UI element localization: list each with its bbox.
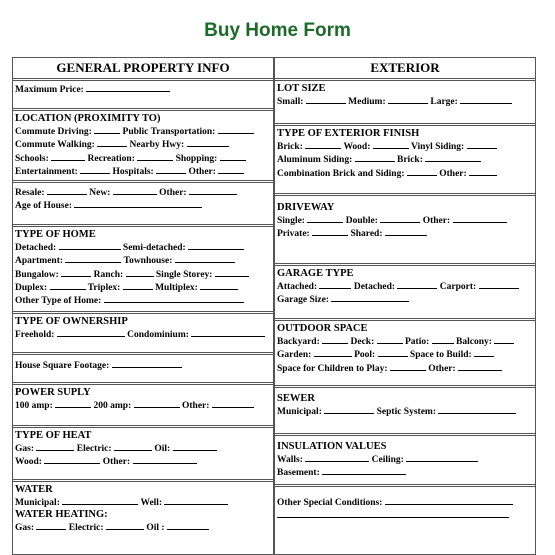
- duplex-field[interactable]: [50, 281, 86, 290]
- wh-oil-field[interactable]: [167, 521, 209, 530]
- heat-wood-field[interactable]: [44, 455, 100, 464]
- duplex-label: Duplex:: [15, 282, 48, 293]
- apartment-field[interactable]: [65, 254, 121, 263]
- nearby-hwy-label: Nearby Hwy:: [129, 140, 185, 151]
- water-heading: WATER: [15, 484, 53, 495]
- new-field[interactable]: [113, 186, 157, 195]
- balcony-label: Balcony:: [456, 337, 492, 347]
- freehold-label: Freehold:: [15, 330, 55, 340]
- driveway-single-field[interactable]: [307, 214, 343, 223]
- exterior-finish-heading: TYPE OF EXTERIOR FINISH: [277, 128, 420, 139]
- sewer-section: [275, 388, 535, 436]
- garage-heading: GARAGE TYPE: [277, 268, 354, 279]
- driveway-private-field[interactable]: [312, 227, 348, 236]
- heat-electric-field[interactable]: [114, 442, 152, 451]
- max-price-section: [13, 81, 273, 111]
- lot-small-label: Small:: [277, 97, 304, 107]
- detached-label: Detached:: [15, 243, 57, 253]
- detached-field[interactable]: [59, 241, 121, 250]
- finish-brick-field[interactable]: [305, 140, 341, 149]
- insulation-heading: INSULATION VALUES: [277, 441, 387, 452]
- sewer-heading: SEWER: [277, 393, 315, 404]
- special-conditions-field-2[interactable]: [277, 509, 509, 518]
- max-price-label: Maximum Price:: [15, 85, 84, 95]
- apartment-label: Apartment:: [15, 256, 64, 267]
- commute-driving-field[interactable]: [94, 125, 120, 134]
- garage-detached-field[interactable]: [397, 280, 437, 289]
- walls-label: Walls:: [277, 455, 303, 465]
- amp100-label: 100 amp:: [15, 401, 53, 411]
- public-transport-field[interactable]: [218, 125, 254, 134]
- wh-electric-label: Electric:: [68, 523, 104, 534]
- exterior-panel: [274, 57, 536, 555]
- finish-wood-label: Wood:: [343, 142, 371, 152]
- heat-wood-label: Wood:: [15, 457, 42, 468]
- exterior-header: EXTERIOR: [275, 58, 535, 81]
- outdoor-other-field[interactable]: [458, 362, 502, 371]
- condominium-field[interactable]: [191, 328, 265, 337]
- garage-attached-field[interactable]: [319, 280, 351, 289]
- lot-small-field[interactable]: [306, 95, 346, 104]
- location-section: [13, 111, 273, 183]
- driveway-private-label: Private:: [277, 229, 310, 240]
- semi-detached-field[interactable]: [188, 241, 244, 250]
- home-type-heading: TYPE OF HOME: [15, 229, 96, 240]
- sqft-label: House Square Footage:: [15, 361, 110, 371]
- outdoor-other-label: Other:: [428, 363, 456, 374]
- other-home-type-label: Other Type of Home:: [15, 296, 102, 307]
- walls-field[interactable]: [305, 453, 369, 462]
- driveway-other-label: Other:: [422, 216, 451, 226]
- combo-field[interactable]: [407, 167, 437, 176]
- resale-other-field[interactable]: [189, 186, 237, 195]
- carport-field[interactable]: [479, 280, 519, 289]
- resale-other-label: Other:: [159, 188, 187, 198]
- heat-other-field[interactable]: [133, 455, 197, 464]
- outdoor-heading: OUTDOOR SPACE: [277, 323, 368, 334]
- driveway-heading: DRIVEWAY: [277, 202, 335, 213]
- lot-size-heading: LOT SIZE: [277, 83, 326, 94]
- entertainment-field[interactable]: [80, 165, 110, 174]
- space-children-label: Space for Children to Play:: [277, 363, 388, 374]
- aluminum-siding-field[interactable]: [355, 153, 395, 162]
- commute-walking-label: Commute Walking:: [15, 140, 95, 151]
- exterior-finish-section: [275, 126, 535, 196]
- heat-gas-label: Gas:: [15, 444, 34, 454]
- freehold-field[interactable]: [57, 328, 125, 337]
- garage-attached-label: Attached:: [277, 282, 318, 292]
- driveway-single-label: Single:: [277, 216, 305, 226]
- power-other-label: Other:: [182, 401, 210, 411]
- form-title: Buy Home Form: [204, 20, 351, 41]
- shopping-label: Shopping:: [175, 153, 218, 164]
- sqft-field[interactable]: [112, 359, 182, 368]
- amp200-label: 200 amp:: [93, 401, 132, 411]
- general-property-panel: [12, 57, 274, 555]
- garden-label: Garden:: [277, 350, 312, 361]
- ownership-section: [13, 314, 273, 355]
- commute-driving-label: Commute Driving:: [15, 127, 92, 137]
- schools-label: Schools:: [15, 153, 49, 164]
- lot-large-label: Large:: [430, 97, 458, 107]
- water-well-field[interactable]: [164, 496, 228, 505]
- ranch-field[interactable]: [126, 268, 154, 277]
- amp200-field[interactable]: [134, 399, 180, 408]
- townhouse-field[interactable]: [175, 254, 235, 263]
- vinyl-siding-label: Vinyl Siding:: [410, 142, 465, 152]
- home-type-section: [13, 227, 273, 314]
- new-label: New:: [89, 188, 111, 198]
- sewer-municipal-label: Municipal:: [277, 407, 322, 417]
- backyard-field[interactable]: [322, 335, 348, 344]
- aluminum-siding-label: Aluminum Siding:: [277, 155, 353, 166]
- garden-field[interactable]: [314, 348, 352, 357]
- outdoor-section: [275, 321, 535, 388]
- lot-medium-field[interactable]: [388, 95, 428, 104]
- power-other-field[interactable]: [212, 399, 254, 408]
- special-conditions-field[interactable]: [385, 496, 513, 505]
- entertainment-label: Entertainment:: [15, 166, 78, 177]
- driveway-double-field[interactable]: [380, 214, 420, 223]
- ranch-label: Ranch:: [93, 269, 124, 280]
- water-well-label: Well:: [140, 498, 163, 508]
- power-heading: POWER SUPLY: [15, 387, 91, 398]
- finish-brick2-label: Brick:: [397, 155, 423, 166]
- driveway-section: [275, 196, 535, 266]
- driveway-double-label: Double:: [345, 216, 378, 226]
- commute-walking-field[interactable]: [97, 138, 127, 147]
- heat-gas-field[interactable]: [36, 442, 74, 451]
- age-label: Age of House:: [15, 201, 72, 212]
- multiplex-field[interactable]: [200, 281, 238, 290]
- combo-label: Combination Brick and Siding:: [277, 168, 405, 179]
- garage-size-label: Garage Size:: [277, 295, 329, 306]
- triplex-label: Triplex:: [87, 282, 121, 293]
- special-conditions-section: [275, 487, 535, 547]
- triplex-field[interactable]: [123, 281, 153, 290]
- resale-label: Resale:: [15, 188, 45, 198]
- recreation-field[interactable]: [137, 152, 173, 161]
- patio-field[interactable]: [432, 335, 454, 344]
- lot-size-section: [275, 81, 535, 126]
- finish-brick2-field[interactable]: [425, 153, 481, 162]
- patio-label: Patio:: [405, 337, 430, 347]
- sewer-municipal-field[interactable]: [324, 405, 374, 414]
- heat-section: [13, 428, 273, 482]
- finish-wood-field[interactable]: [373, 140, 409, 149]
- bungalow-label: Bungalow:: [15, 269, 59, 280]
- space-build-label: Space to Build:: [409, 350, 472, 361]
- heat-oil-label: Oil:: [154, 444, 171, 454]
- single-storey-field[interactable]: [215, 268, 249, 277]
- insulation-section: [275, 436, 535, 487]
- driveway-shared-field[interactable]: [385, 227, 427, 236]
- septic-label: Septic System:: [376, 407, 436, 417]
- lot-large-field[interactable]: [460, 95, 512, 104]
- townhouse-label: Townhouse:: [123, 256, 173, 267]
- ownership-heading: TYPE OF OWNERSHIP: [15, 316, 128, 327]
- location-other-label: Other:: [188, 166, 216, 177]
- water-section: [13, 482, 273, 554]
- vinyl-siding-field[interactable]: [467, 140, 497, 149]
- wh-gas-label: Gas:: [15, 523, 34, 534]
- other-home-type-field[interactable]: [104, 294, 244, 303]
- balcony-field[interactable]: [494, 335, 514, 344]
- power-section: [13, 385, 273, 428]
- water-municipal-field[interactable]: [62, 496, 138, 505]
- water-municipal-label: Municipal:: [15, 498, 60, 508]
- garage-size-field[interactable]: [331, 293, 409, 302]
- location-heading: LOCATION (PROXIMITY TO): [15, 113, 161, 124]
- general-property-header: GENERAL PROPERTY INFO: [13, 58, 273, 81]
- garage-section: [275, 266, 535, 321]
- hospitals-label: Hospitals:: [112, 166, 154, 177]
- heat-heading: TYPE OF HEAT: [15, 430, 92, 441]
- carport-label: Carport:: [439, 282, 477, 292]
- driveway-other-field[interactable]: [453, 214, 507, 223]
- public-transport-label: Public Transportation:: [122, 127, 216, 137]
- pool-field[interactable]: [378, 348, 408, 357]
- multiplex-label: Multiplex:: [155, 282, 198, 293]
- location-other-field[interactable]: [218, 165, 244, 174]
- deck-label: Deck:: [350, 337, 375, 347]
- heat-oil-field[interactable]: [173, 442, 217, 451]
- resale-field[interactable]: [47, 186, 87, 195]
- ceiling-field[interactable]: [406, 453, 478, 462]
- single-storey-label: Single Storey:: [155, 269, 213, 280]
- max-price-field[interactable]: [86, 83, 170, 92]
- amp100-field[interactable]: [55, 399, 91, 408]
- semi-detached-label: Semi-detached:: [122, 243, 186, 253]
- water-heating-heading: WATER HEATING:: [15, 509, 108, 521]
- finish-other-field[interactable]: [469, 167, 497, 176]
- age-field[interactable]: [74, 199, 202, 208]
- heat-electric-label: Electric:: [76, 444, 112, 454]
- pool-label: Pool:: [354, 350, 376, 361]
- bungalow-field[interactable]: [61, 268, 91, 277]
- schools-field[interactable]: [51, 152, 85, 161]
- hospitals-field[interactable]: [156, 165, 186, 174]
- basement-label: Basement:: [277, 468, 320, 479]
- shopping-field[interactable]: [220, 152, 246, 161]
- deck-field[interactable]: [377, 335, 403, 344]
- sqft-section: [13, 355, 273, 385]
- space-build-field[interactable]: [474, 348, 494, 357]
- finish-other-label: Other:: [439, 168, 467, 179]
- condominium-label: Condominium:: [127, 330, 189, 340]
- wh-oil-label: Oil :: [146, 523, 165, 534]
- septic-field[interactable]: [438, 405, 516, 414]
- basement-field[interactable]: [322, 466, 406, 475]
- recreation-label: Recreation:: [87, 153, 135, 164]
- lot-medium-label: Medium:: [348, 97, 386, 107]
- driveway-shared-label: Shared:: [350, 229, 383, 240]
- garage-detached-label: Detached:: [353, 282, 396, 292]
- space-children-field[interactable]: [390, 362, 426, 371]
- finish-brick-label: Brick:: [277, 142, 303, 152]
- heat-other-label: Other:: [102, 457, 131, 468]
- backyard-label: Backyard:: [277, 337, 320, 347]
- wh-gas-field[interactable]: [36, 521, 66, 530]
- wh-electric-field[interactable]: [106, 521, 144, 530]
- special-conditions-label: Other Special Conditions:: [277, 498, 383, 508]
- ceiling-label: Ceiling:: [371, 455, 404, 465]
- resale-section: [13, 183, 273, 227]
- nearby-hwy-field[interactable]: [187, 138, 229, 147]
